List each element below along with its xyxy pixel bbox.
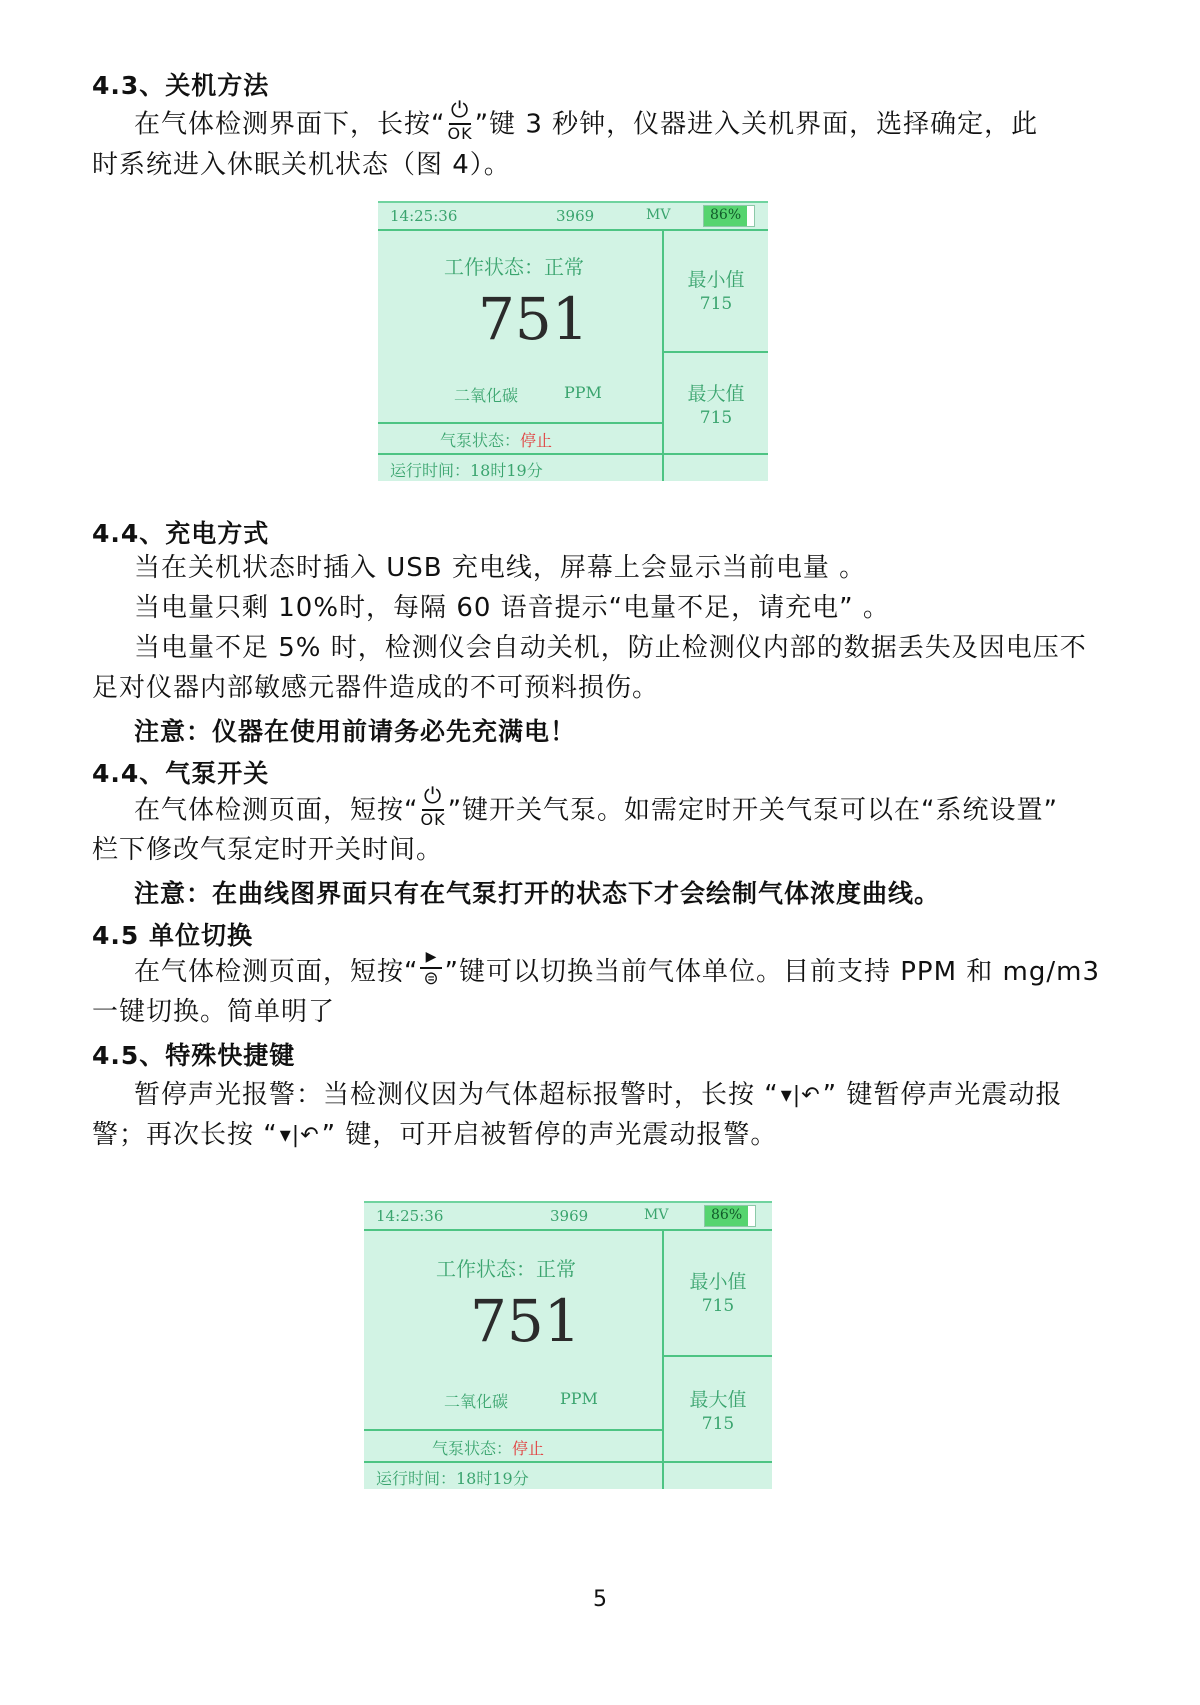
min-label: 最小值: [687, 269, 745, 291]
text: ” 键暂停声光震动报: [822, 1080, 1063, 1110]
paragraph-4-3-line2: 时系统进入休眠关机状态（图 4）。: [92, 150, 511, 180]
gas-name: 二氧化碳: [454, 386, 519, 405]
pump-label: 气泵状态：: [432, 1439, 513, 1458]
play-icon: ▶: [425, 948, 438, 965]
runtime: 运行时间：18时19分: [390, 461, 543, 480]
battery-icon: [703, 205, 755, 227]
mute-key-icon: ▾|↶: [279, 1122, 320, 1148]
status-bar: [364, 1203, 772, 1229]
pump-value: 停止: [512, 1439, 545, 1458]
max-label: 最大值: [687, 383, 745, 405]
sensor-reading: 3969: [550, 1207, 589, 1225]
section-heading-4-4-pump: 4.4、气泵开关: [92, 759, 270, 788]
text: ”键可以切换当前气体单位。目前支持 PPM 和 mg/m3: [444, 957, 1100, 987]
max-label: 最大值: [689, 1389, 747, 1411]
switch-icon: ⊜: [423, 967, 440, 989]
max-value: 715: [699, 408, 733, 428]
note-charge: 注意：仪器在使用前请务必先充满电！: [134, 717, 577, 746]
pump-value: 停止: [520, 431, 553, 450]
section-heading-4-5-unit: 4.5 单位切换: [92, 921, 253, 950]
paragraph-charge-4: 足对仪器内部敏感元器件造成的不可预料损伤。: [92, 673, 660, 703]
min-value: 715: [701, 1296, 735, 1316]
paragraph-unit-2: 一键切换。简单明了: [92, 997, 336, 1027]
min-label: 最小值: [689, 1271, 747, 1293]
text: ”键 3 秒钟，仪器进入关机界面，选择确定，此: [474, 109, 1039, 140]
ok-label: OK: [420, 810, 446, 829]
play-switch-key-icon: [420, 950, 442, 988]
ok-label: OK: [447, 124, 473, 143]
sensor-reading: 3969: [556, 207, 595, 225]
gas-unit: PPM: [560, 1389, 598, 1408]
status-bar: [378, 203, 768, 229]
text: 警；再次长按 “: [92, 1120, 278, 1150]
paragraph-pump-1: [134, 784, 1058, 832]
max-value: 715: [701, 1414, 735, 1434]
battery-label: 86%: [711, 1207, 743, 1223]
mute-key-icon: ▾|↶: [780, 1082, 821, 1108]
text: 在气体检测页面，短按“: [134, 957, 419, 987]
text: 暂停声光报警：当检测仪因为气体超标报警时，长按 “: [134, 1080, 779, 1110]
paragraph-pump-2: 栏下修改气泵定时开关时间。: [92, 835, 444, 865]
paragraph-charge-1: 当在关机状态时插入 USB 充电线，屏幕上会显示当前电量 。: [134, 553, 867, 583]
page-number: 5: [593, 1587, 607, 1612]
text: ”键开关气泵。如需定时开关气泵可以在“系统设置”: [447, 795, 1058, 826]
paragraph-shortcut-1: [134, 1075, 1062, 1116]
pump-status: [440, 428, 552, 451]
power-ok-key-icon: [447, 100, 472, 142]
work-status: 工作状态：正常: [436, 1257, 576, 1281]
clock: 14:25:36: [376, 1207, 444, 1225]
clock: 14:25:36: [390, 207, 458, 225]
device-screen-figure-2: [364, 1201, 772, 1489]
battery-icon: [704, 1205, 756, 1227]
device-screen-figure-1: [378, 201, 768, 481]
max-panel: [664, 379, 768, 428]
pump-label: 气泵状态：: [440, 431, 521, 450]
section-heading-4-3: 4.3、关机方法: [92, 71, 270, 100]
text: ” 键，可开启被暂停的声光震动报警。: [321, 1120, 778, 1150]
unit-mv: MV: [644, 1207, 669, 1223]
note-pump: 注意：在曲线图界面只有在气泵打开的状态下才会绘制气体浓度曲线。: [134, 879, 941, 908]
min-value: 715: [699, 294, 733, 314]
min-panel: [664, 265, 768, 314]
max-panel: [664, 1385, 772, 1434]
gas-unit: PPM: [564, 383, 602, 402]
paragraph-4-3-line1: [134, 98, 1039, 146]
pump-status: [432, 1436, 544, 1459]
paragraph-unit-1: [134, 948, 1100, 992]
section-heading-4-5-shortcut: 4.5、特殊快捷键: [92, 1041, 296, 1070]
gas-name: 二氧化碳: [444, 1392, 509, 1411]
paragraph-charge-2: 当电量只剩 10%时，每隔 60 语音提示“电量不足，请充电” 。: [134, 593, 890, 623]
section-heading-4-4-charge: 4.4、充电方式: [92, 519, 270, 548]
min-panel: [664, 1267, 772, 1316]
work-status: 工作状态：正常: [444, 255, 584, 279]
power-ok-key-icon: [420, 786, 445, 828]
power-icon: ⏻: [423, 784, 443, 809]
power-icon: ⏻: [450, 98, 470, 123]
paragraph-charge-3: 当电量不足 5% 时，检测仪会自动关机，防止检测仪内部的数据丢失及因电压不: [134, 633, 1087, 663]
text: 在气体检测页面，短按“: [134, 795, 419, 826]
gas-value: 751: [470, 1287, 581, 1355]
gas-value: 751: [478, 285, 589, 353]
battery-label: 86%: [710, 207, 742, 223]
paragraph-shortcut-2: [92, 1115, 777, 1156]
unit-mv: MV: [646, 207, 671, 223]
runtime: 运行时间：18时19分: [376, 1469, 529, 1488]
text: 在气体检测界面下，长按“: [134, 109, 446, 140]
